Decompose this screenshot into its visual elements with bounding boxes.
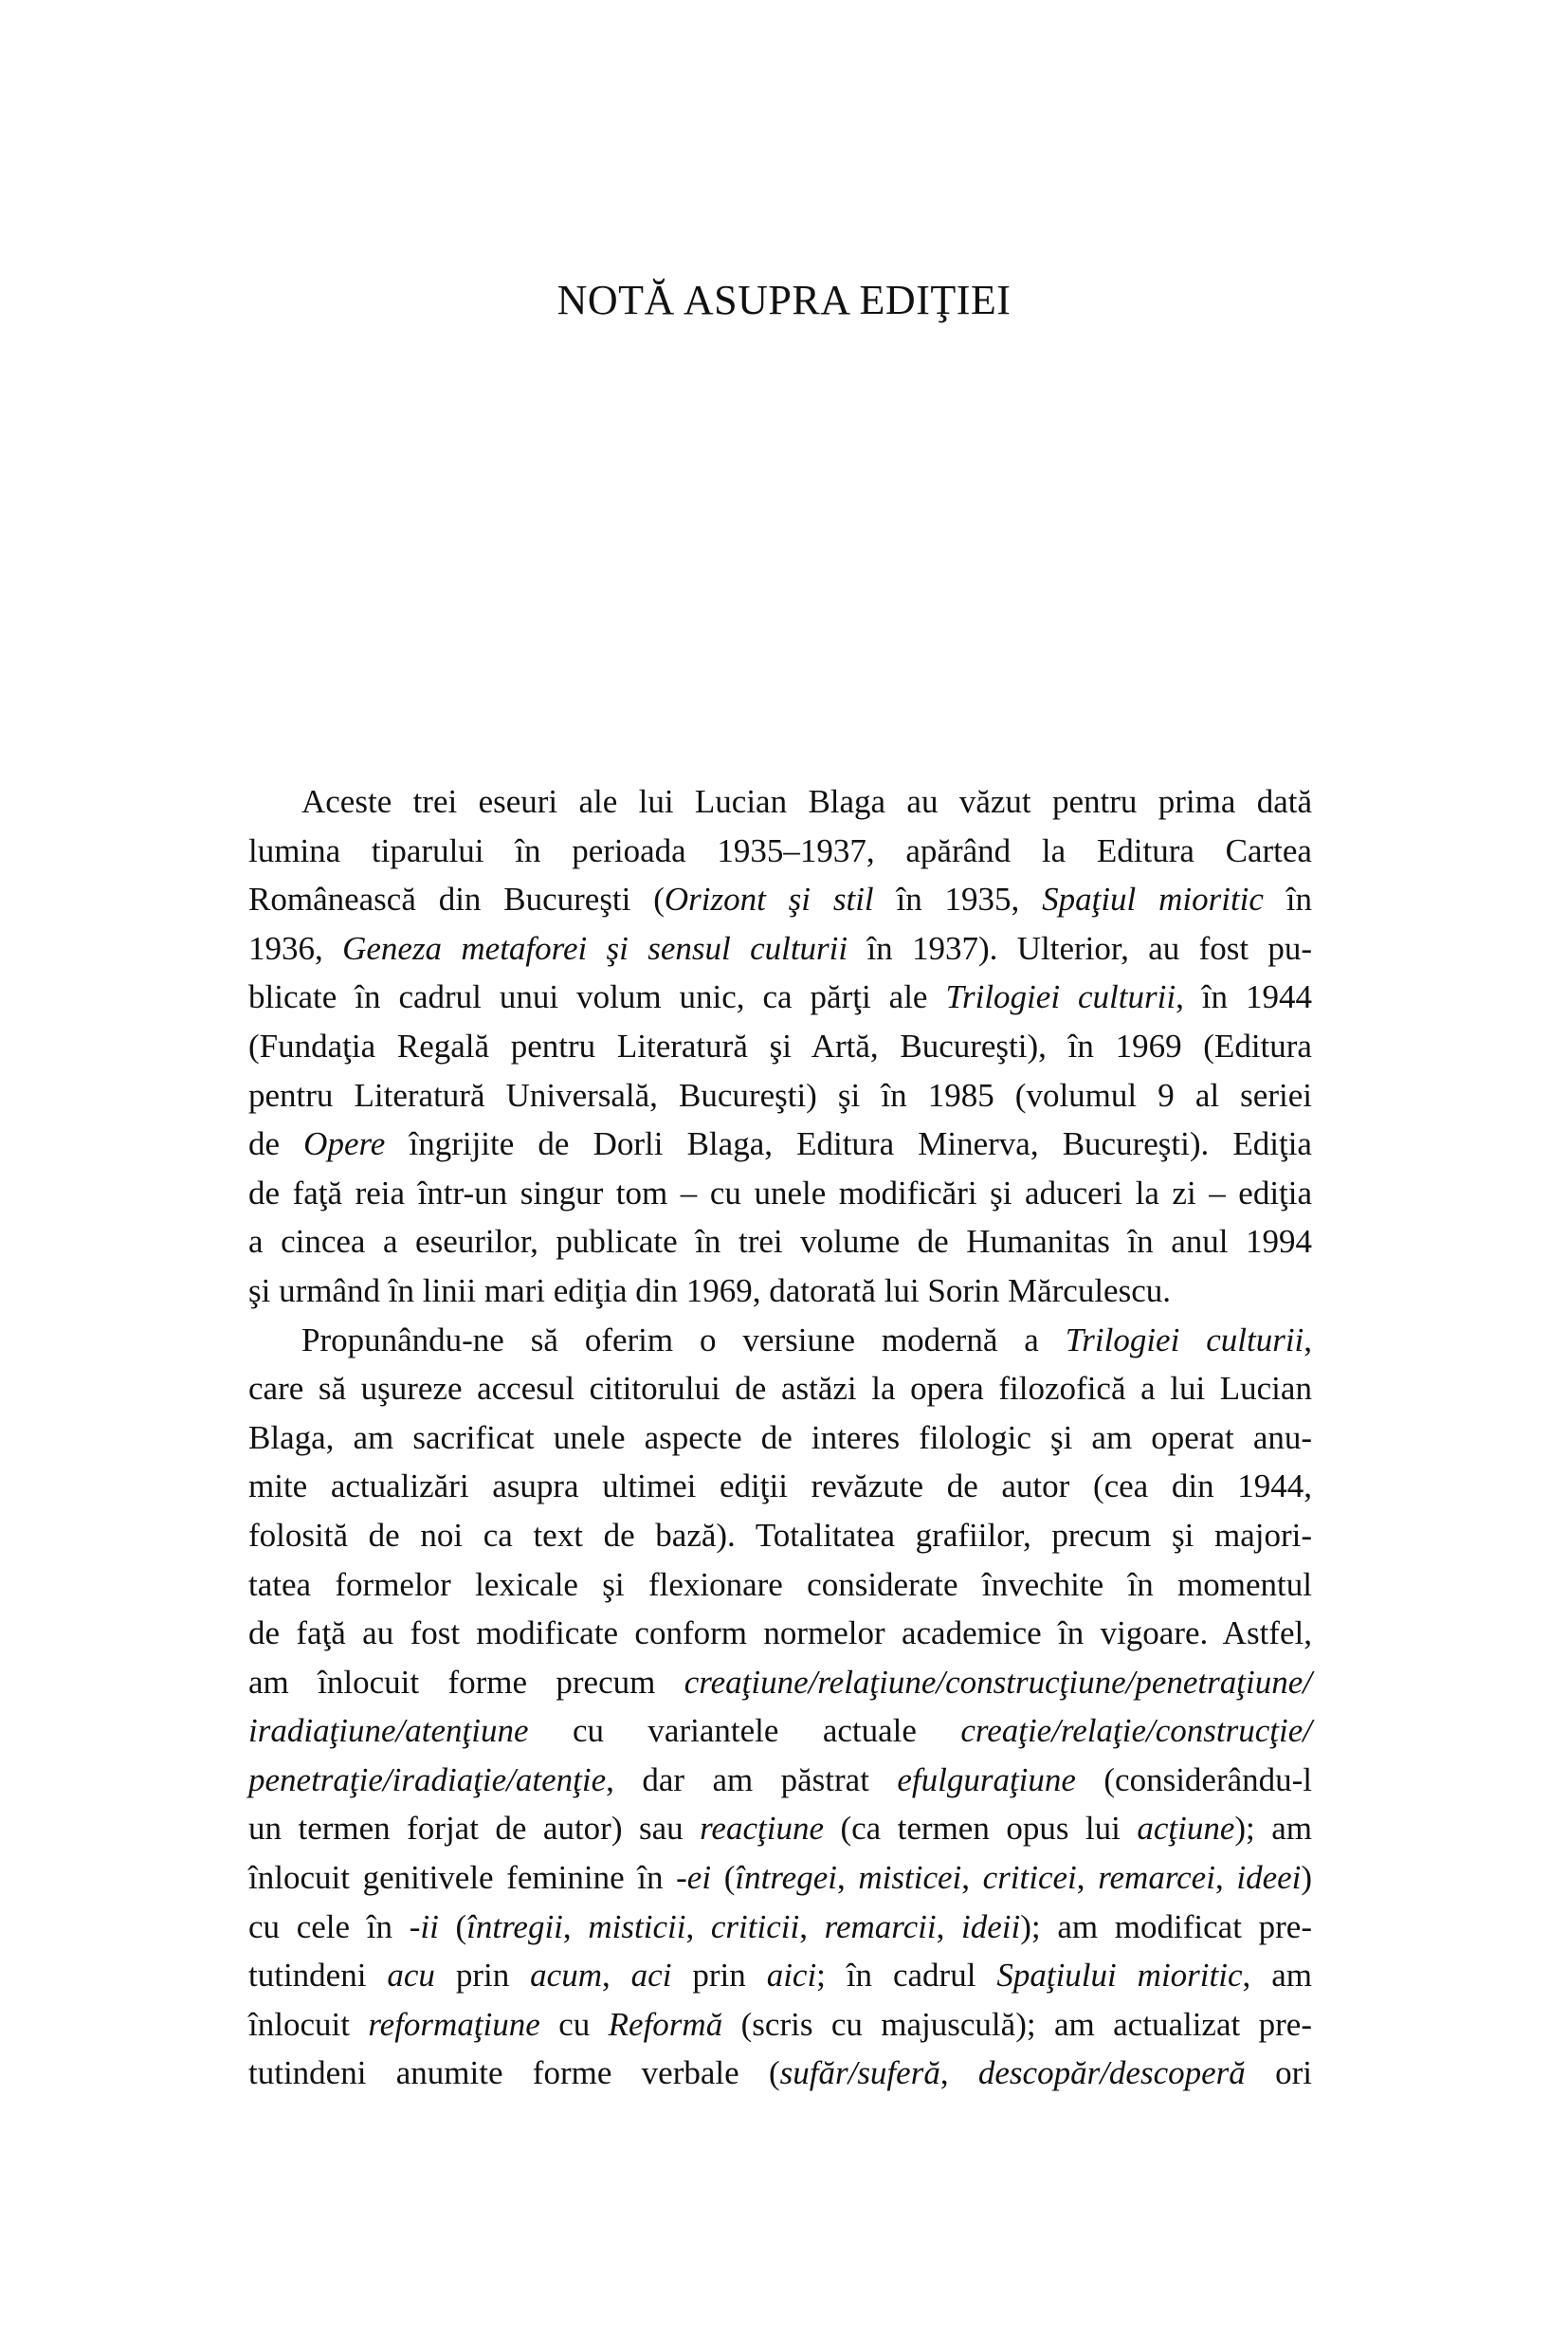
italic-text: acum [530, 1957, 602, 1995]
italic-text: criticei [982, 1859, 1077, 1897]
text-run: prin [671, 1957, 767, 1995]
text-run: tutindeni anumite forme verbale ( [248, 2054, 780, 2092]
text-run: de [248, 1125, 304, 1163]
text-run: pentru Literatură Universală, Bucureşti) şi în 1985 (volumul 9 al seriei [248, 1076, 1312, 1114]
text-line [248, 1511, 1312, 1560]
italic-text: întregii [466, 1907, 563, 1945]
paragraph [248, 1316, 1312, 2099]
text-run: (Fundaţia Regală pentru Literatură şi Artă, Bucureşti), în 1969 (Editura [248, 1027, 1312, 1065]
text-run: şi urmând în linii mari ediţia din 1969, datorată lui Sorin Mărculescu. [248, 1271, 1171, 1309]
text-run: 1936, [248, 929, 343, 967]
italic-text: misticei [858, 1859, 962, 1897]
text-line [248, 1903, 1312, 1952]
italic-text: acu [387, 1957, 435, 1995]
text-line [248, 1071, 1312, 1121]
italic-text: Spaţiului mioritic [996, 1957, 1243, 1995]
text-run: , dar am păstrat [606, 1760, 898, 1798]
italic-text: creaţiune/relaţiune/construcţiune/penetraţiune/ [684, 1663, 1312, 1701]
text-run: ( [711, 1859, 736, 1897]
text-line [248, 1316, 1312, 1365]
italic-text: întregei [735, 1859, 837, 1897]
text-run: , [799, 1907, 825, 1945]
text-line [248, 2049, 1312, 2098]
text-line [248, 1462, 1312, 1511]
text-run: cu [539, 2005, 609, 2043]
text-line [248, 2000, 1312, 2050]
text-run: blicate în cadrul unui volum unic, ca părţi ale [248, 978, 946, 1016]
italic-text: sufăr/suferă [779, 2054, 940, 2092]
text-line [248, 1804, 1312, 1853]
italic-text: ideei [1236, 1859, 1302, 1897]
italic-text: efulguraţiune [897, 1760, 1076, 1798]
text-run: lumina tiparului în perioada 1935–1937, apărând la Editura Cartea [248, 831, 1312, 869]
italic-text: -ei [676, 1859, 712, 1897]
text-run: a cincea a eseurilor, publicate în trei volume de Humanitas în anul 1994 [248, 1223, 1312, 1261]
text-run: , [1076, 1859, 1099, 1897]
text-run: tatea formelor lexicale şi flexionare considerate învechite în momentul [248, 1565, 1312, 1603]
text-line [248, 1267, 1312, 1316]
text-run: prin [434, 1957, 531, 1995]
text-run: îngrijite de Dorli Blaga, Editura Minerva, Bucureşti). Ediţia [385, 1125, 1312, 1163]
text-run: în 1937). Ulterior, au fost pu- [848, 929, 1313, 967]
text-run: , [601, 1957, 631, 1995]
italic-text: Trilogiei culturii [945, 978, 1176, 1016]
italic-text: reformaţiune [368, 2005, 540, 2043]
italic-text: criticii [710, 1907, 800, 1945]
italic-text: Reformă [608, 2005, 723, 2043]
text-run: am înlocuit forme precum [248, 1663, 684, 1701]
text-run: , [1214, 1859, 1237, 1897]
text-line [248, 1756, 1312, 1805]
italic-text: descopăr/descoperă [977, 2054, 1246, 2092]
italic-text: Spaţiul mioritic [1042, 881, 1264, 919]
text-line [248, 1217, 1312, 1267]
text-run: , [1304, 1321, 1313, 1358]
text-line [248, 1120, 1312, 1169]
italic-text: misticii [588, 1907, 686, 1945]
italic-text: Trilogiei culturii [1065, 1321, 1304, 1358]
text-run: care să uşureze accesul cititorului de astăzi la opera filozofică a lui Lucian [248, 1370, 1312, 1408]
text-run: de faţă au fost modificate conform normelor academice în vigoare. Astfel, [248, 1614, 1312, 1652]
text-line [248, 1609, 1312, 1658]
text-line [248, 924, 1312, 974]
text-run: ); am modificat pre- [1020, 1907, 1312, 1945]
text-line [248, 875, 1312, 924]
text-run: un termen forjat de autor) sau [248, 1810, 701, 1848]
text-run: înlocuit genitivele feminine în [248, 1859, 677, 1897]
italic-text: ideii [961, 1907, 1021, 1945]
page-title: NOTĂ ASUPRA EDIŢIEI [556, 277, 1012, 323]
italic-text: aici [766, 1957, 817, 1995]
italic-text: penetraţie/iradiaţie/atenţie [248, 1760, 607, 1798]
text-run: , [936, 1907, 962, 1945]
paragraph [248, 777, 1312, 1316]
italic-text: acţiune [1137, 1810, 1235, 1848]
text-run: mite actualizări asupra ultimei ediţii revăzute de autor (cea din 1944, [248, 1467, 1312, 1505]
text-run: (scris cu majusculă); am actualizat pre- [722, 2005, 1312, 2043]
text-run: înlocuit [248, 2005, 369, 2043]
text-run: de faţă reia într-un singur tom – cu unele modificări şi aduceri la zi – ediţia [248, 1174, 1313, 1212]
text-run: , în 1944 [1176, 978, 1313, 1016]
text-run: tutindeni [248, 1957, 388, 1995]
text-run: cu cele în [248, 1907, 410, 1945]
text-run: Românească din Bucureşti ( [248, 881, 665, 919]
text-line [248, 1951, 1312, 2000]
text-run: , [685, 1907, 711, 1945]
text-run: , am [1242, 1957, 1312, 1995]
text-line [248, 1706, 1312, 1756]
text-run: Blaga, am sacrificat unele aspecte de interes filologic şi am operat anu- [248, 1418, 1313, 1456]
text-run: în [1263, 881, 1313, 919]
text-line [248, 973, 1312, 1022]
text-run: ) [1301, 1859, 1313, 1897]
text-run: Propunându-ne să oferim o versiune modernă a [301, 1321, 1066, 1358]
text-run: , [836, 1859, 859, 1897]
italic-text: remarcei [1098, 1859, 1215, 1897]
italic-text: Orizont şi stil [664, 881, 874, 919]
text-run: (considerându-l [1075, 1760, 1313, 1798]
text-line [248, 1560, 1312, 1610]
italic-text: iradiaţiune/atenţiune [248, 1712, 529, 1750]
italic-text: Geneza metaforei şi sensul culturii [342, 929, 848, 967]
text-line [248, 1364, 1312, 1413]
text-line [248, 827, 1312, 876]
text-run: Aceste trei eseuri ale lui Lucian Blaga au văzut pentru prima dată [301, 783, 1313, 820]
text-run: , [562, 1907, 589, 1945]
text-line [248, 777, 1312, 827]
italic-text: -ii [409, 1907, 439, 1945]
text-line [248, 1853, 1312, 1903]
body-text [248, 777, 1312, 2098]
italic-text: aci [630, 1957, 672, 1995]
text-run: ; în cadrul [816, 1957, 997, 1995]
text-line [248, 1413, 1312, 1463]
italic-text: creaţie/relaţie/construcţie/ [960, 1712, 1312, 1750]
text-run: , [939, 2054, 978, 2092]
text-run: cu variantele actuale [528, 1712, 961, 1750]
text-line [248, 1169, 1312, 1218]
text-run: ori [1245, 2054, 1312, 2092]
text-run: , [961, 1859, 983, 1897]
text-run: (ca termen opus lui [823, 1810, 1138, 1848]
italic-text: remarcii [824, 1907, 937, 1945]
text-run: în 1935, [873, 881, 1043, 919]
text-run: folosită de noi ca text de bază). Totalitatea grafiilor, precum şi majori- [248, 1516, 1312, 1554]
text-line [248, 1658, 1312, 1707]
text-run: ( [438, 1907, 467, 1945]
italic-text: Opere [303, 1125, 386, 1163]
text-line [248, 1022, 1312, 1071]
italic-text: reacţiune [700, 1810, 824, 1848]
text-run: ); am [1234, 1810, 1313, 1848]
